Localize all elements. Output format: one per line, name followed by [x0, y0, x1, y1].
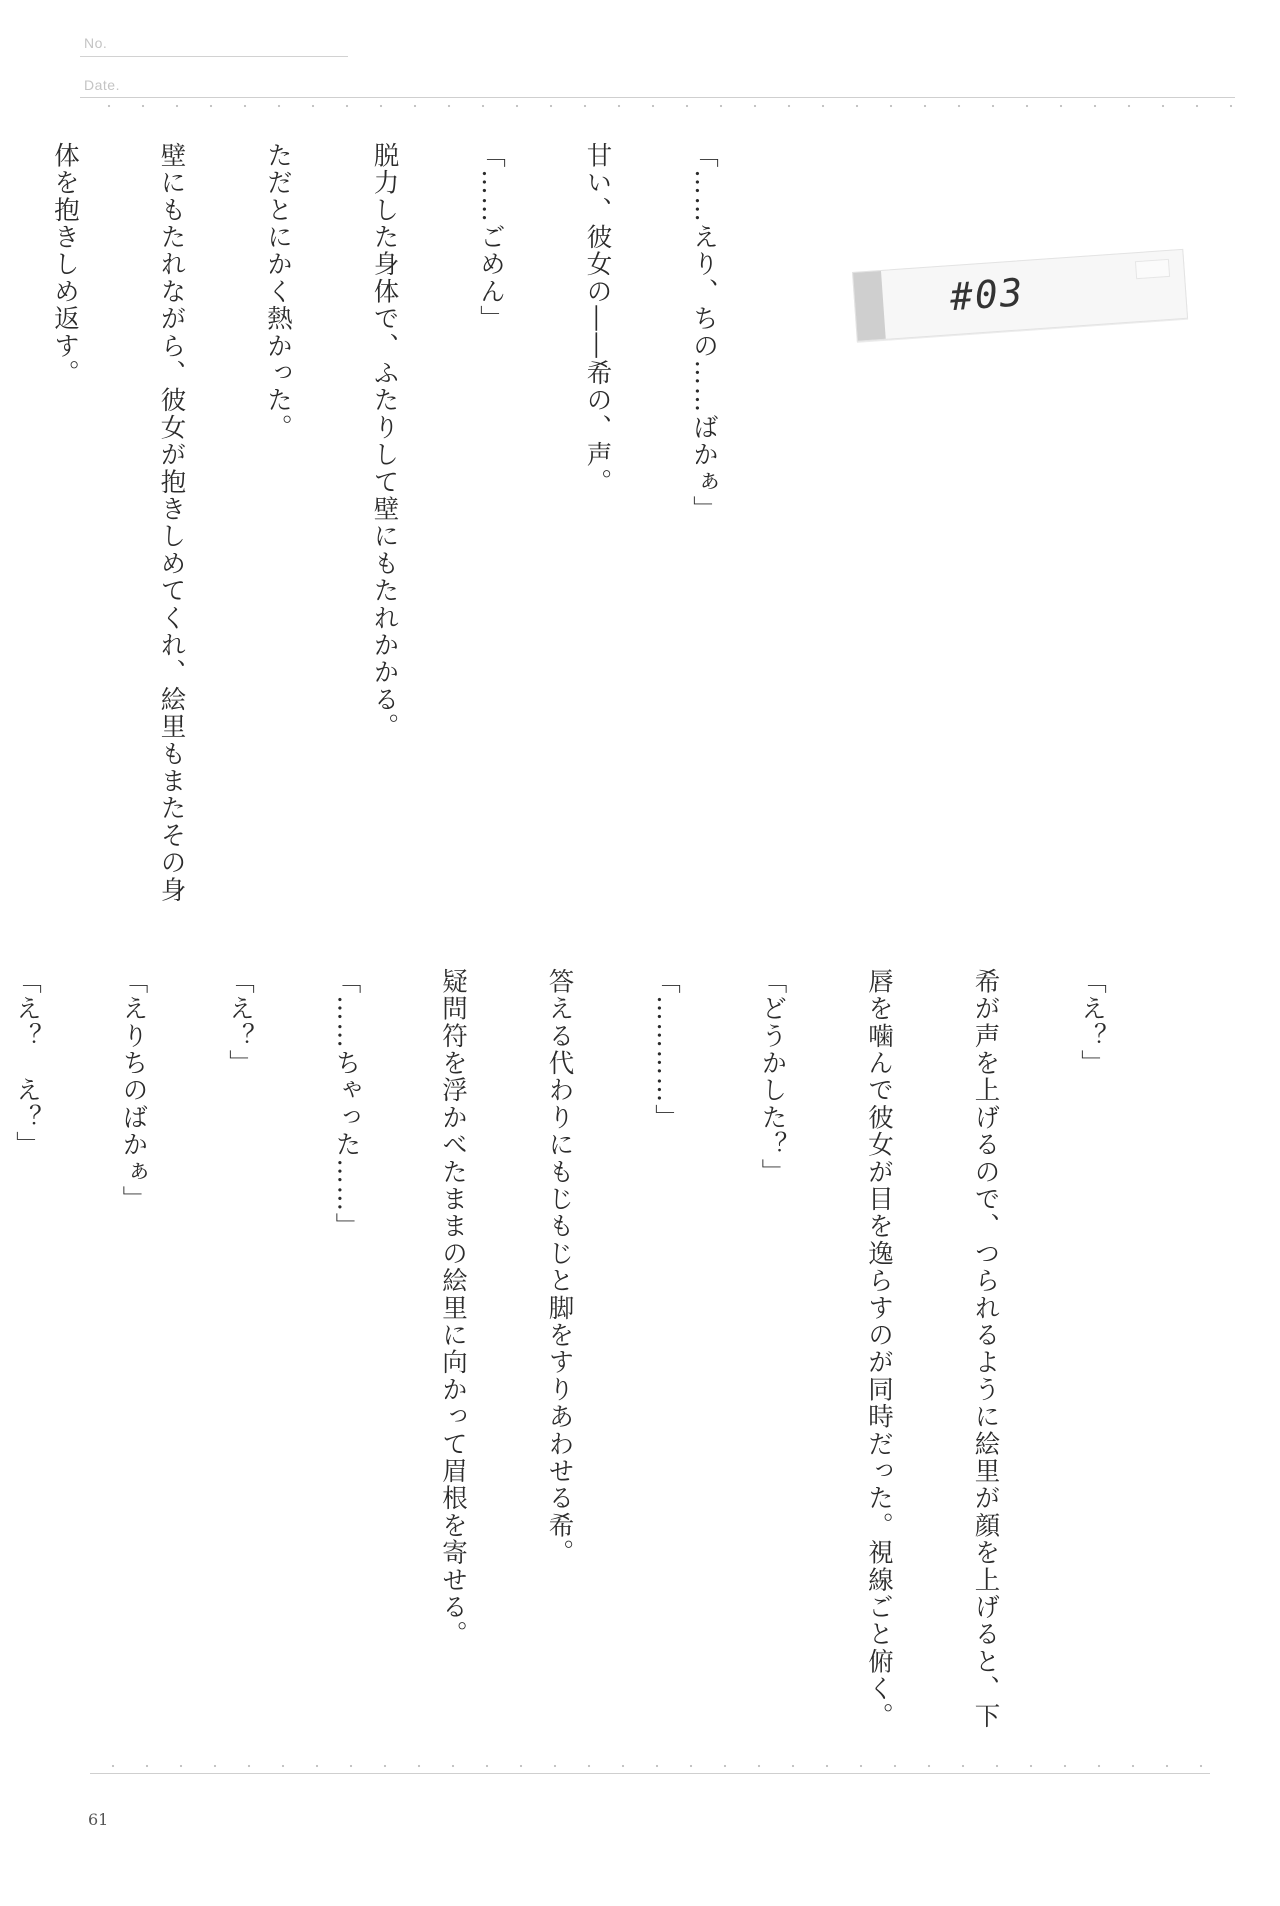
header-no-label: No. — [84, 35, 108, 51]
chapter-tag-label: #03 — [948, 270, 1026, 320]
text-line: 体を抱きしめ返す。 — [50, 142, 80, 387]
page-number: 61 — [88, 1810, 109, 1829]
text-line: 唇を噛んで彼女が目を逸らすのが同時だった。視線ごと俯く。 — [864, 968, 894, 1730]
text-line: 「どうかした？」 — [757, 968, 788, 1186]
text-line: 答える代わりにもじもじと脚をすりあわせる希。 — [544, 968, 575, 1567]
text-block-bottom — [0, 968, 1180, 1728]
text-line: 「え？」 — [1077, 968, 1107, 1077]
text-line: 甘い、彼女の――希の、声。 — [582, 142, 613, 496]
text-line: 「えりちのばかぁ」 — [118, 968, 149, 1213]
tag-tab — [1135, 259, 1170, 279]
bottom-dot-row — [96, 1764, 1206, 1768]
text-line: 疑問符を浮かべたままの絵里に向かって眉根を寄せる。 — [438, 968, 468, 1648]
tag-stripe — [853, 271, 886, 341]
text-line: 「……えり、ちの……ばかぁ」 — [689, 142, 719, 523]
chapter-tag — [852, 249, 1188, 342]
text-line: 脱力した身体で、ふたりして壁にもたれかかる。 — [369, 142, 400, 741]
text-line: 「……ごめん」 — [476, 142, 506, 333]
text-line: 「え？ え？」 — [12, 968, 42, 1159]
text-line: 希が声を上げるので、つられるように絵里が顔を上げると、下 — [970, 968, 1001, 1730]
text-line: ただとにかく熱かった。 — [263, 142, 293, 442]
top-dot-row — [92, 104, 1232, 108]
top-rule — [80, 97, 1235, 98]
header-date-label: Date. — [84, 77, 120, 93]
header-no-line — [80, 56, 348, 57]
text-line: 壁にもたれながら、彼女が抱きしめてくれ、絵里もまたその身 — [156, 142, 187, 904]
text-line: 「……ちゃった……」 — [331, 968, 362, 1240]
bottom-rule — [90, 1773, 1210, 1774]
text-block-top — [0, 142, 792, 942]
text-line: 「…………」 — [651, 968, 681, 1132]
text-line: 「え？」 — [225, 968, 255, 1077]
